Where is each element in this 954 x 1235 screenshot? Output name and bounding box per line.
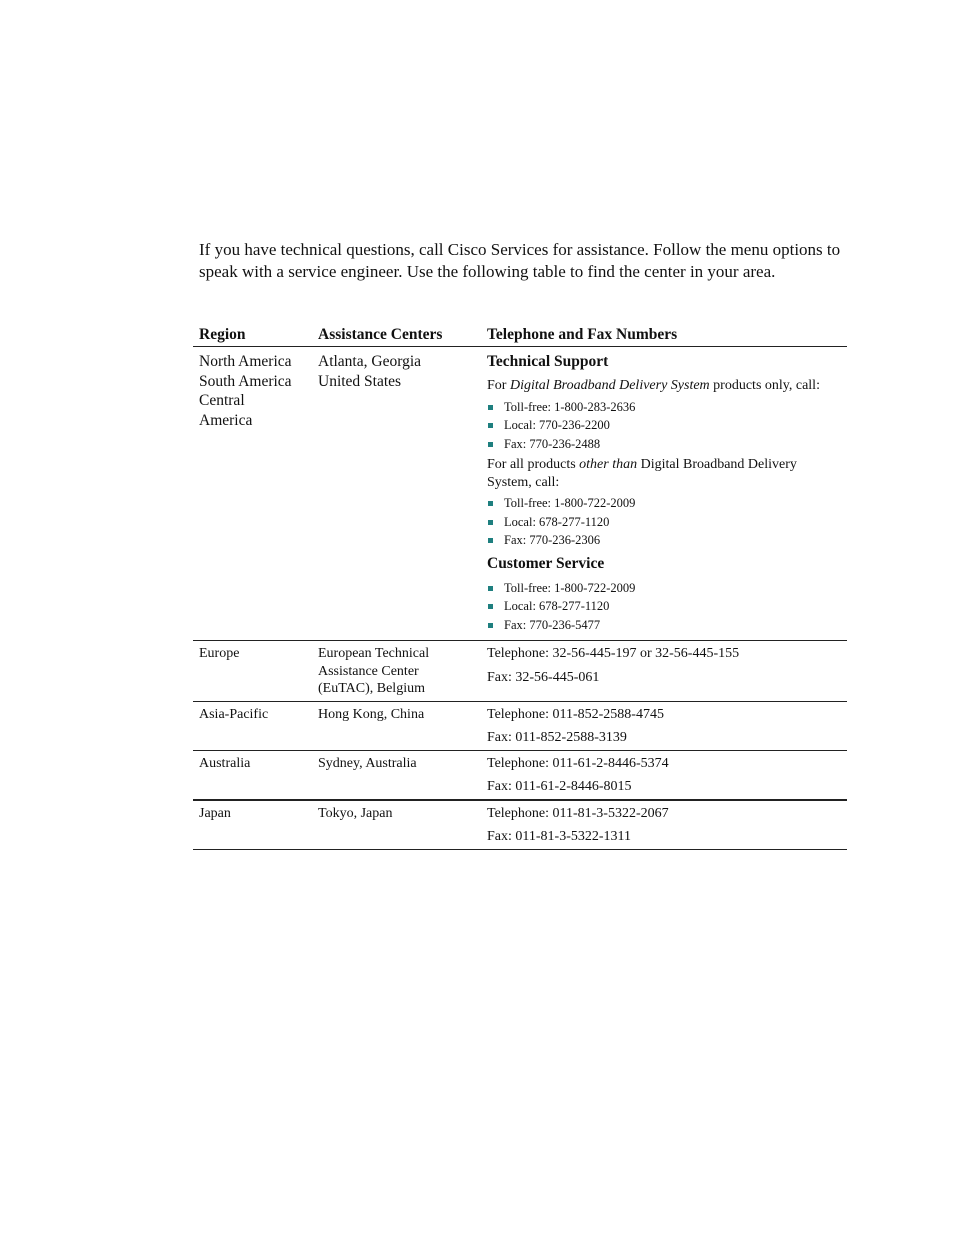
list-item [487,435,843,454]
list-item-text: Fax: 770-236-5477 [504,617,601,632]
bullet-square-icon [488,423,493,428]
header-assistance-centers: Assistance Centers [312,322,481,347]
list-item-text: Local: 770-236-2200 [504,418,610,432]
list-item-text: Local: 678-277-1120 [504,514,610,529]
center-line: (EuTAC), Belgium [318,681,425,696]
region-line: North America [199,353,292,370]
center-cell [312,347,481,641]
numbers-cell [481,750,847,800]
table-row-australia [193,750,847,800]
text-fragment: For [487,378,510,393]
list-item [487,416,843,435]
bullet-square-icon [488,538,493,543]
center-cell: Hong Kong, China [312,701,481,750]
other-numbers-list [487,494,843,550]
dbds-products-text [487,377,843,395]
list-item-text: Toll-free: 1-800-283-2636 [504,399,636,414]
center-cell: Sydney, Australia [312,750,481,800]
list-item-text: Local: 678-277-1120 [504,599,610,613]
list-item [487,531,843,550]
table-row-japan [193,800,847,850]
region-line: South America [199,372,292,390]
fax-text: Fax: 32-56-445-061 [487,669,600,685]
text-fragment-italic: other than [579,457,638,472]
center-line: United States [318,372,402,390]
dbds-numbers-list [487,398,843,454]
other-products-text [487,456,843,491]
region-line: Central [199,392,245,409]
bullet-square-icon [488,623,493,628]
region-cell: Japan [193,800,312,850]
list-item [487,494,843,513]
list-item [487,579,843,598]
text-fragment: For all products [487,457,580,472]
center-cell: Tokyo, Japan [312,800,481,850]
bullet-square-icon [488,520,493,525]
text-fragment: Digital Broadband Delivery System, call: [487,457,797,490]
telephone-text: Telephone: 011-81-3-5322-2067 [487,805,669,821]
header-telephone-fax: Telephone and Fax Numbers [481,322,847,347]
bullet-square-icon [488,586,493,591]
numbers-cell [481,800,847,850]
center-line: European Technical [318,646,430,661]
numbers-cell [481,641,847,702]
list-item-text: Toll-free: 1-800-722-2009 [504,496,636,510]
customer-service-numbers-list [487,579,843,635]
center-line: Atlanta, Georgia [318,353,422,370]
region-cell: Australia [193,750,312,800]
list-item [487,616,843,635]
intro-paragraph: If you have technical questions, call Cisco Services for assistance. Follow the menu options to speak with a service engineer. Use the following table to find the center in your area. [199,240,841,281]
numbers-cell [481,701,847,750]
list-item [487,597,843,616]
telephone-text: Telephone: 32-56-445-197 or 32-56-445-155 [487,646,740,661]
fax-text: Fax: 011-61-2-8446-8015 [487,779,632,794]
technical-support-heading: Technical Support [487,353,609,370]
list-item [487,513,843,532]
bullet-square-icon [488,442,493,447]
table-row-north-america [193,347,847,641]
bullet-square-icon [488,604,493,609]
telephone-text: Telephone: 011-852-2588-4745 [487,706,664,722]
center-cell [312,641,481,702]
support-contacts-table [193,322,847,850]
region-cell [193,347,312,641]
table-header-row [193,322,847,347]
bullet-square-icon [488,405,493,410]
center-line: Assistance Center [318,663,419,679]
table-row-europe [193,641,847,702]
text-fragment: products only, call: [709,378,820,393]
customer-service-heading: Customer Service [487,554,605,572]
fax-text: Fax: 011-81-3-5322-1311 [487,829,631,844]
list-item-text: Fax: 770-236-2488 [504,436,601,451]
numbers-cell [481,347,847,641]
fax-text: Fax: 011-852-2588-3139 [487,730,627,745]
text-fragment-italic: Digital Broadband Delivery System [509,378,710,393]
list-item-text: Fax: 770-236-2306 [504,533,601,547]
header-region: Region [193,322,312,347]
table-row-asia-pacific [193,701,847,750]
region-cell: Asia-Pacific [193,701,312,750]
telephone-text: Telephone: 011-61-2-8446-5374 [487,755,669,771]
bullet-square-icon [488,501,493,506]
region-line: America [199,411,253,429]
region-cell: Europe [193,641,312,702]
list-item [487,398,843,417]
list-item-text: Toll-free: 1-800-722-2009 [504,580,636,595]
